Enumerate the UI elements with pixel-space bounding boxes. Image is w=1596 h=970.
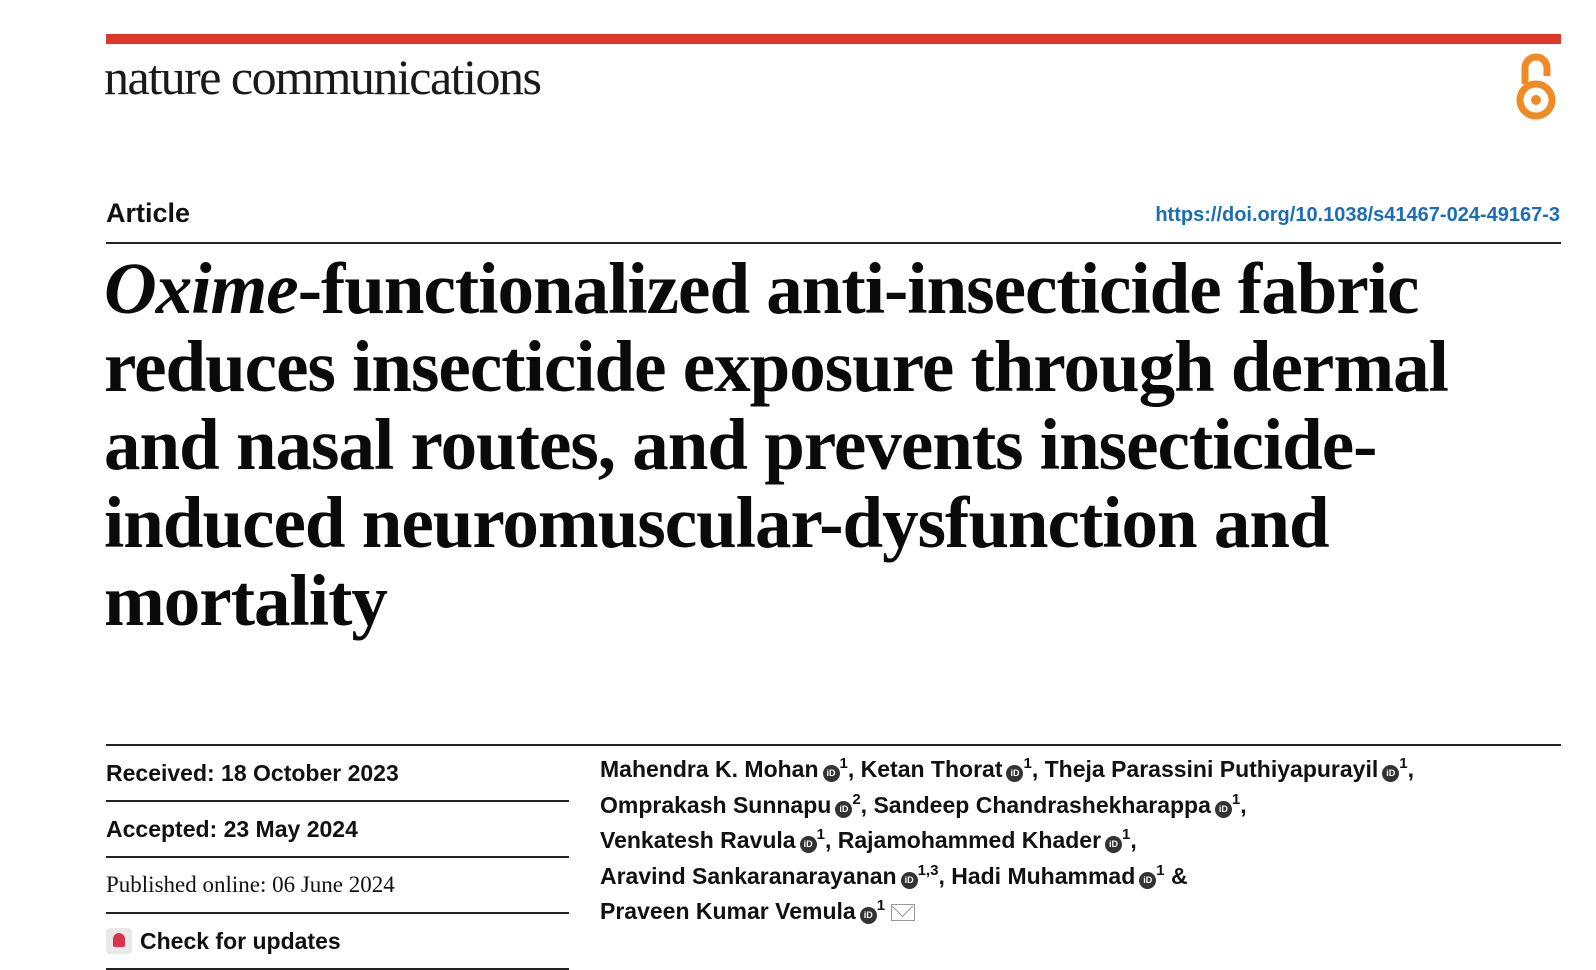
author-separator: , — [938, 862, 952, 889]
author-name[interactable]: Praveen Kumar Vemula — [600, 898, 856, 924]
title-rest: -functionalized anti-insecticide fabric reduces insecticide exposure through dermal and nasal routes, and prevents insecticide-induced neuromuscular-dysfunction and mortality — [104, 248, 1448, 641]
check-updates-label: Check for updates — [140, 927, 341, 954]
affiliation-number: 1 — [839, 755, 848, 772]
journal-name: nature communications — [104, 49, 541, 105]
author-name[interactable]: Mahendra K. Mohan — [600, 756, 819, 782]
orcid-icon[interactable]: iD — [1215, 801, 1232, 818]
orcid-icon[interactable]: iD — [1105, 836, 1122, 853]
orcid-icon[interactable]: iD — [901, 872, 918, 889]
orcid-icon[interactable]: iD — [835, 801, 852, 818]
author-separator: & — [1164, 862, 1188, 889]
author-separator: , — [860, 791, 874, 818]
author-name[interactable]: Venkatesh Ravula — [600, 827, 796, 853]
doi-link[interactable]: https://doi.org/10.1038/s41467-024-49167-3 — [1155, 204, 1560, 226]
author-separator: , — [847, 756, 861, 782]
orcid-icon[interactable]: iD — [823, 765, 840, 782]
published-date: Published online: 06 June 2024 — [106, 858, 569, 914]
author-name[interactable]: Theja Parassini Puthiyapurayil — [1044, 756, 1379, 782]
orcid-icon[interactable]: iD — [1006, 765, 1023, 782]
received-date: Received: 18 October 2023 — [106, 746, 569, 802]
email-icon[interactable] — [891, 904, 915, 921]
open-access-icon — [1513, 50, 1559, 124]
author-name[interactable]: Sandeep Chandrashekharappa — [873, 791, 1211, 818]
header-divider — [106, 242, 1561, 244]
article-title — [104, 250, 1564, 640]
check-updates-button[interactable] — [106, 914, 569, 970]
dates-panel — [106, 746, 569, 970]
affiliation-number: 1 — [816, 826, 825, 843]
author-name[interactable]: Omprakash Sunnapu — [600, 791, 832, 818]
orcid-icon[interactable]: iD — [800, 836, 817, 853]
affiliation-number: 1 — [1399, 755, 1408, 772]
affiliation-number: 2 — [852, 790, 861, 808]
author-separator: , — [824, 827, 838, 853]
accent-bar — [106, 34, 1561, 44]
author-separator: , — [1130, 827, 1137, 853]
author-name[interactable]: Hadi Muhammad — [951, 862, 1136, 889]
affiliation-number: 1 — [1122, 826, 1131, 843]
affiliation-number: 1 — [1156, 861, 1165, 879]
affiliation-number: 1 — [1231, 790, 1241, 808]
affiliation-number: 1 — [1023, 755, 1032, 772]
author-separator: , — [1031, 756, 1045, 782]
orcid-icon[interactable]: iD — [1382, 765, 1399, 782]
title-italic: Oxime — [104, 248, 298, 329]
check-updates-icon — [106, 928, 132, 954]
accepted-date: Accepted: 23 May 2024 — [106, 802, 569, 858]
orcid-icon[interactable]: iD — [1139, 872, 1156, 889]
author-list — [600, 752, 1560, 930]
orcid-icon[interactable]: iD — [860, 907, 877, 924]
article-type: Article — [106, 198, 191, 228]
author-name[interactable]: Rajamohammed Khader — [837, 827, 1102, 853]
author-separator: , — [1240, 791, 1247, 818]
affiliation-number: 1,3 — [917, 861, 939, 879]
author-separator: , — [1407, 756, 1414, 782]
author-name[interactable]: Ketan Thorat — [860, 756, 1003, 782]
affiliation-number: 1 — [876, 897, 886, 914]
author-name[interactable]: Aravind Sankaranarayanan — [600, 862, 897, 889]
